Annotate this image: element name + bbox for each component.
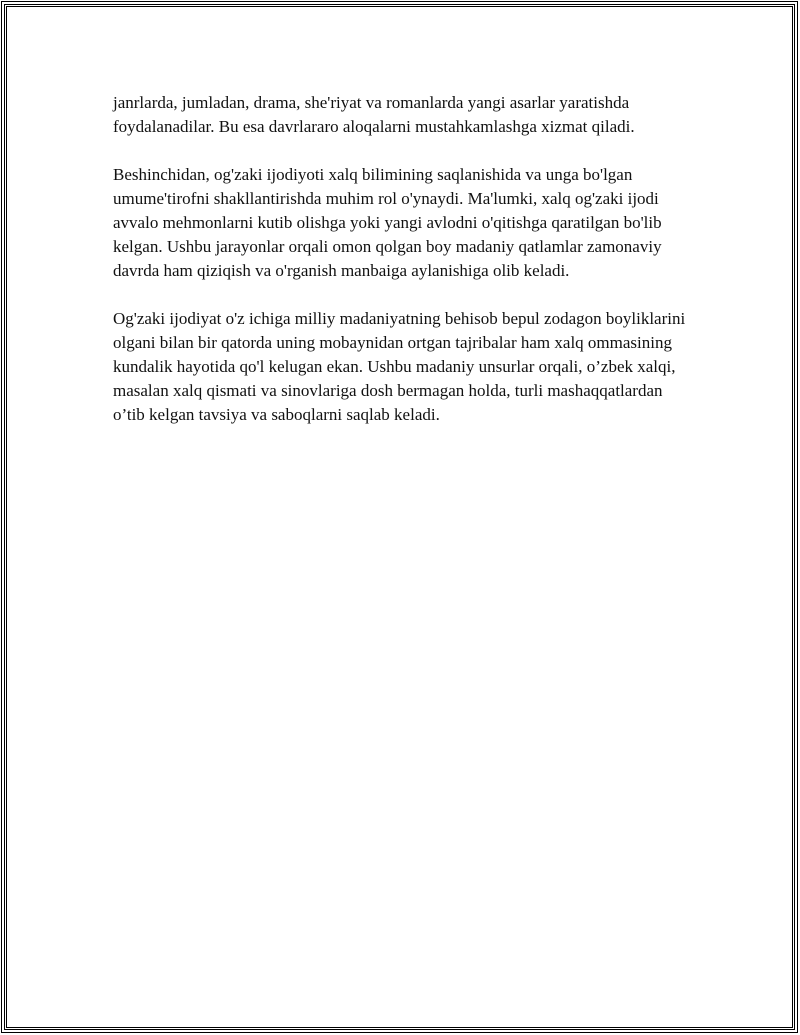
paragraph-1: janrlarda, jumladan, drama, she'riyat va romanlarda yangi asarlar yaratishda foydalanadilar. Bu esa davrlararo aloqalarni mustahkamlashga xizmat qiladi. [113, 93, 635, 136]
document-body [113, 91, 693, 451]
paragraph-3: Og'zaki ijodiyat o'z ichiga milliy madaniyatning behisob bepul zodagon boyliklarini olgani bilan bir qatorda uning mobaynidan ortgan tajribalar ham xalq ommasining kundalik hayotida qo'l kelugan ekan. Ushbu madaniy unsurlar orqali, o’zbek xalqi, masalan xalq qismati va sinovlariga dosh bermagan holda, turli mashaqqatlardan o’tib kelgan tavsiya va saboqlarni saqlab keladi. [113, 309, 686, 424]
paragraph-2: Beshinchidan, og'zaki ijodiyoti xalq bilimining saqlanishida va unga bo'lgan umume'tirofni shakllantirishda muhim rol o'ynaydi. Ma'lumki, xalq og'zaki ijodi avvalo mehmonlarni kutib olishga yoki yangi avlodni o'qitishga qaratilgan bo'lib kelgan. Ushbu jarayonlar orqali omon qolgan boy madaniy qatlamlar zamonaviy davrda ham qiziqish va o'rganish manbaiga aylanishiga olib keladi. [113, 165, 662, 280]
